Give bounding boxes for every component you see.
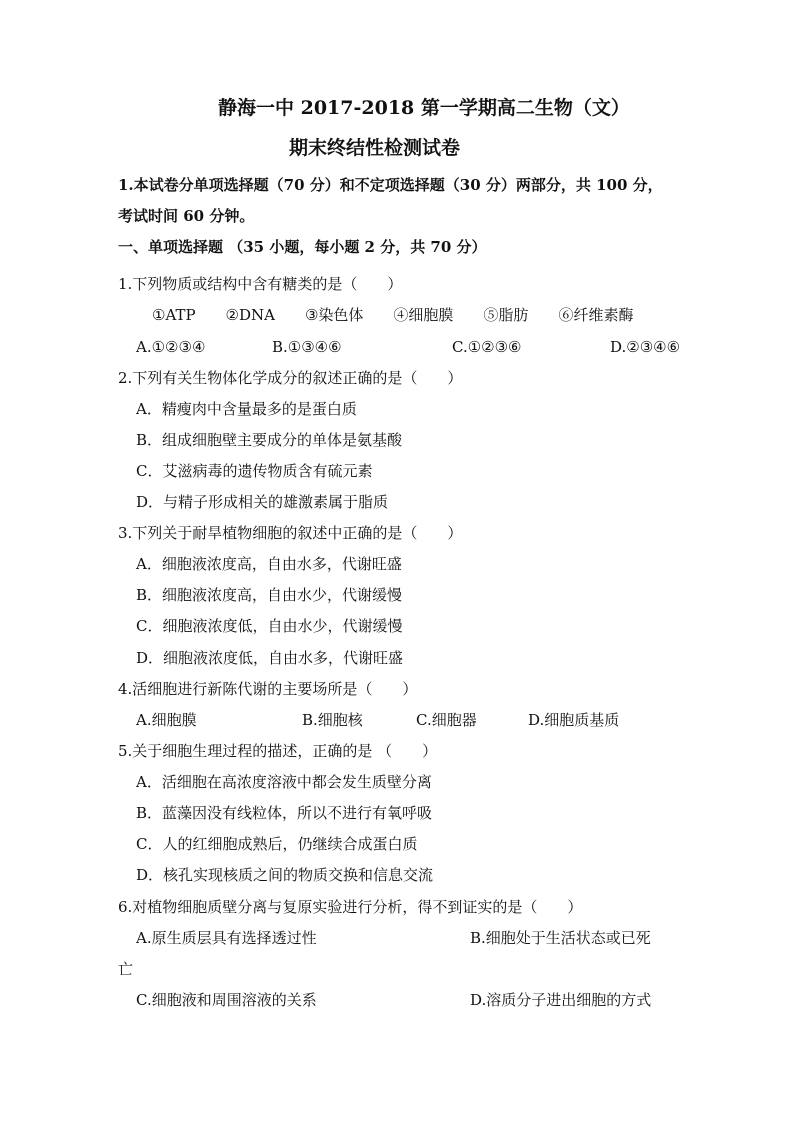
question-3-stem: 3.下列关于耐旱植物细胞的叙述中正确的是（ ） bbox=[118, 524, 463, 542]
question-3-option-d: D．细胞液浓度低，自由水多，代谢旺盛 bbox=[136, 649, 404, 667]
intro-line-2: 考试时间 60 分钟。 bbox=[118, 207, 255, 225]
question-5-option-d: D．核孔实现核质之间的物质交换和信息交流 bbox=[136, 866, 434, 884]
question-3-option-a: A．细胞液浓度高，自由水多，代谢旺盛 bbox=[136, 555, 402, 573]
exam-title: 静海一中 2017-2018 第一学期高二生物（文） bbox=[218, 97, 630, 119]
question-5-option-a: A．活细胞在高浓度溶液中都会发生质壁分离 bbox=[136, 773, 432, 791]
question-5-stem: 5.关于细胞生理过程的描述，正确的是 （ ） bbox=[118, 742, 438, 760]
question-2-option-c: C．艾滋病毒的遗传物质含有硫元素 bbox=[136, 462, 373, 480]
question-2-option-a: A．精瘦肉中含量最多的是蛋白质 bbox=[136, 400, 357, 418]
question-6-stem: 6.对植物细胞质壁分离与复原实验进行分析，得不到证实的是（ ） bbox=[118, 898, 583, 916]
question-4-option-b: B.细胞核 bbox=[302, 711, 363, 729]
question-1-items: ①ATP ②DNA ③染色体 ④细胞膜 ⑤脂肪 ⑥纤维素酶 bbox=[152, 306, 634, 324]
question-6-option-b-continued: 亡 bbox=[118, 960, 134, 978]
question-1-option-b: B.①③④⑥ bbox=[272, 338, 342, 356]
question-1-stem: 1.下列物质或结构中含有糖类的是（ ） bbox=[118, 275, 403, 293]
question-1-option-a: A.①②③④ bbox=[136, 338, 206, 356]
question-6-option-b: B.细胞处于生活状态或已死 bbox=[470, 929, 651, 947]
question-5-option-c: C．人的红细胞成熟后，仍继续合成蛋白质 bbox=[136, 835, 418, 853]
question-3-option-b: B．细胞液浓度高，自由水少，代谢缓慢 bbox=[136, 586, 403, 604]
question-4-option-c: C.细胞器 bbox=[416, 711, 477, 729]
question-4-stem: 4.活细胞进行新陈代谢的主要场所是（ ） bbox=[118, 680, 418, 698]
section-heading: 一、单项选择题 （35 小题，每小题 2 分，共 70 分） bbox=[118, 238, 487, 256]
question-6-option-a: A.原生质层具有选择透过性 bbox=[136, 929, 317, 947]
question-1-option-d: D.②③④⑥ bbox=[610, 338, 681, 356]
question-6-option-c: C.细胞液和周围溶液的关系 bbox=[136, 991, 317, 1009]
question-1-option-c: C.①②③⑥ bbox=[452, 338, 522, 356]
question-3-option-c: C．细胞液浓度低，自由水少，代谢缓慢 bbox=[136, 617, 403, 635]
intro-line-1: 1.本试卷分单项选择题（70 分）和不定项选择题（30 分）两部分，共 100 分， bbox=[118, 176, 663, 194]
question-6-option-d: D.溶质分子进出细胞的方式 bbox=[470, 991, 652, 1009]
question-2-option-b: B．组成细胞壁主要成分的单体是氨基酸 bbox=[136, 431, 403, 449]
exam-subtitle: 期末终结性检测试卷 bbox=[289, 137, 461, 159]
question-2-stem: 2.下列有关生物体化学成分的叙述正确的是（ ） bbox=[118, 369, 463, 387]
question-4-option-d: D.细胞质基质 bbox=[528, 711, 620, 729]
question-5-option-b: B．蓝藻因没有线粒体，所以不进行有氧呼吸 bbox=[136, 804, 433, 822]
question-2-option-d: D．与精子形成相关的雄激素属于脂质 bbox=[136, 493, 389, 511]
question-4-option-a: A.细胞膜 bbox=[136, 711, 197, 729]
